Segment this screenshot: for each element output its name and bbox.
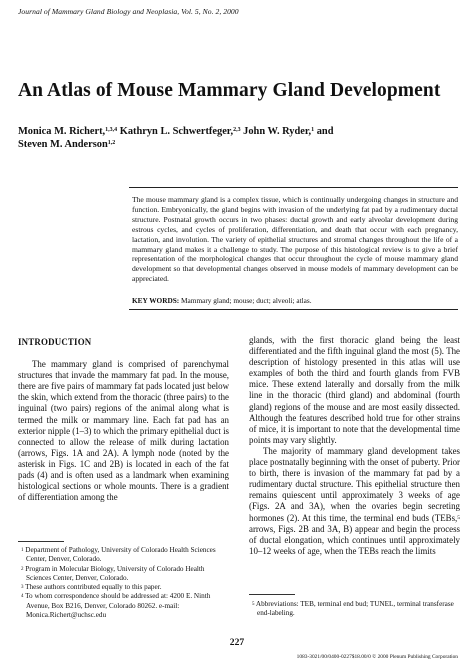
abstract-text: The mouse mammary gland is a complex tissue, which is continually undergoing changes in structure and function. Embryonically, the gland begins with invasion of the underlying fat pad by a rudimentary ductal structure. Postnatal growth occurs in two phases: ductal growth and early alveolar development during estrous cycles, and cycles of proliferation, differentiation, and death that occur with each pregnancy, lactation, and involution. The variety of epithelial structures and stromal changes throughout the life of a mammary gland makes it a challenge to study. The purpose of this histological review is to give a brief representation of the morphological changes that occur throughout the cycle of mouse mammary gland development so that developmental changes observed in mouse models of mammary development can be appreciated.: [132, 195, 458, 284]
footnote-rule: [18, 541, 64, 542]
author-affiliation-marker: 1,2: [107, 140, 116, 146]
footnote-text: Abbreviations: TEB, terminal end bud; TUNEL, terminal transferase end-labeling.: [254, 600, 454, 618]
author-name: Kathryn L. Schwertfeger,: [117, 126, 234, 137]
footnote: [18, 583, 229, 592]
author-name: Steven M. Anderson: [18, 139, 108, 150]
left-column: [18, 337, 229, 503]
body-paragraph: The mammary gland is comprised of parenchymal structures that invade the mammary fat pad. In the mouse, there are five pairs of mammary fat pads located just below the skin, which extend from the thoracic (three pairs) to the inguinal (two pairs) regions of the animal along what is termed the milk or mammary line. Each fat pad has an exterior nipple (1–3) to which the primary epithelial duct is connected to allow the release of milk during lactation (arrows, Figs. 1A and 2A). A lymph node (noted by the asterisk in Figs. 1C and 2B) is located in each of the fat pads (4) and is often used as a landmark when examining histological sections or whole mounts. There is a gradient of differentiation among the: [18, 359, 229, 503]
footnote-number: 2: [21, 566, 24, 572]
footnote-rule: [249, 594, 295, 595]
footnote-number: 4: [21, 594, 24, 600]
author-affiliation-marker: 2,3: [233, 127, 241, 133]
body-paragraph: glands, with the first thoracic gland being the least differentiated and the fifth inguinal gland the most (5). The description of histology presented in this atlas will use examples of both the third and fourth glands from FVB mice. These extend laterally and dorsally from the milk line in the thoracic (third gland) and abdominal (fourth gland) regions of the mouse and are most easily dissected. Although the features described hold true for other strains of mice, it is important to note that the developmental time points may vary slightly.: [249, 335, 460, 445]
footnote-marker: 5: [457, 514, 460, 521]
copyright-line: 1083-3021/00/0400-0227$18.00/0 © 2000 Plenum Publishing Corporation: [296, 654, 458, 660]
footnote-text: Department of Pathology, University of Colorado Health Sciences Center, Denver, Colorado.: [23, 546, 216, 564]
running-head: Journal of Mammary Gland Biology and Neoplasia, Vol. 5, No. 2, 2000: [18, 7, 239, 16]
keywords-text: Mammary gland; mouse; duct; alveoli; atlas.: [179, 296, 312, 305]
article-title: An Atlas of Mouse Mammary Gland Development: [18, 80, 441, 101]
footnote-text: To whom correspondence should be addressed at: 4200 E. Ninth Avenue, Box B216, Denver, Colorado 80262. e-mail: Monica.Richert@uchsc.edu: [23, 592, 211, 620]
section-heading-introduction: INTRODUCTION: [18, 337, 92, 347]
keywords-label: KEY WORDS:: [132, 296, 180, 305]
right-column: [249, 335, 460, 557]
author-conjunction: and: [314, 126, 334, 137]
footnote-number: 1: [21, 548, 24, 553]
author-affiliation-marker: 1,3,4: [105, 127, 118, 133]
footnote: [18, 565, 229, 584]
footnote: [18, 546, 229, 565]
author-name: John W. Ryder,: [240, 126, 312, 137]
paragraph-text: arrows, Figs. 2B and 3A, B) appear and begin the process of ductal elongation, which continues until approximately 10–12 weeks of age, when the TEBs reach the limits: [249, 523, 460, 556]
footnotes-left: [18, 546, 229, 620]
author-affiliation-marker: 1: [311, 127, 315, 133]
keywords-line: [132, 296, 312, 305]
footnote: [18, 592, 229, 620]
footnote-text: These authors contributed equally to this paper.: [23, 583, 162, 592]
footnote: [249, 600, 460, 619]
author-name: Monica M. Richert,: [18, 126, 106, 137]
abstract-box: [129, 187, 458, 310]
footnote-number: 5: [252, 602, 255, 607]
page-number: 227: [229, 637, 245, 648]
footnotes-right: [249, 600, 460, 619]
body-paragraph: [249, 446, 460, 557]
footnote-text: Program in Molecular Biology, University of Colorado Health Sciences Center, Denver, Colorado.: [23, 564, 205, 582]
author-list: [18, 125, 458, 151]
footnote-number: 3: [21, 585, 24, 591]
paragraph-text: The majority of mammary gland development takes place postnatally beginning with the onset of puberty. Prior to birth, there is invasion of the mammary fat pad by a rudimentary ductal structure. This epithelial structure then remains quiescent until approximately 3 weeks of age (Figs. 2A and 3A), when the ovaries begin secreting hormones (2). At this time, the terminal end buds (TEBs,: [249, 445, 460, 523]
